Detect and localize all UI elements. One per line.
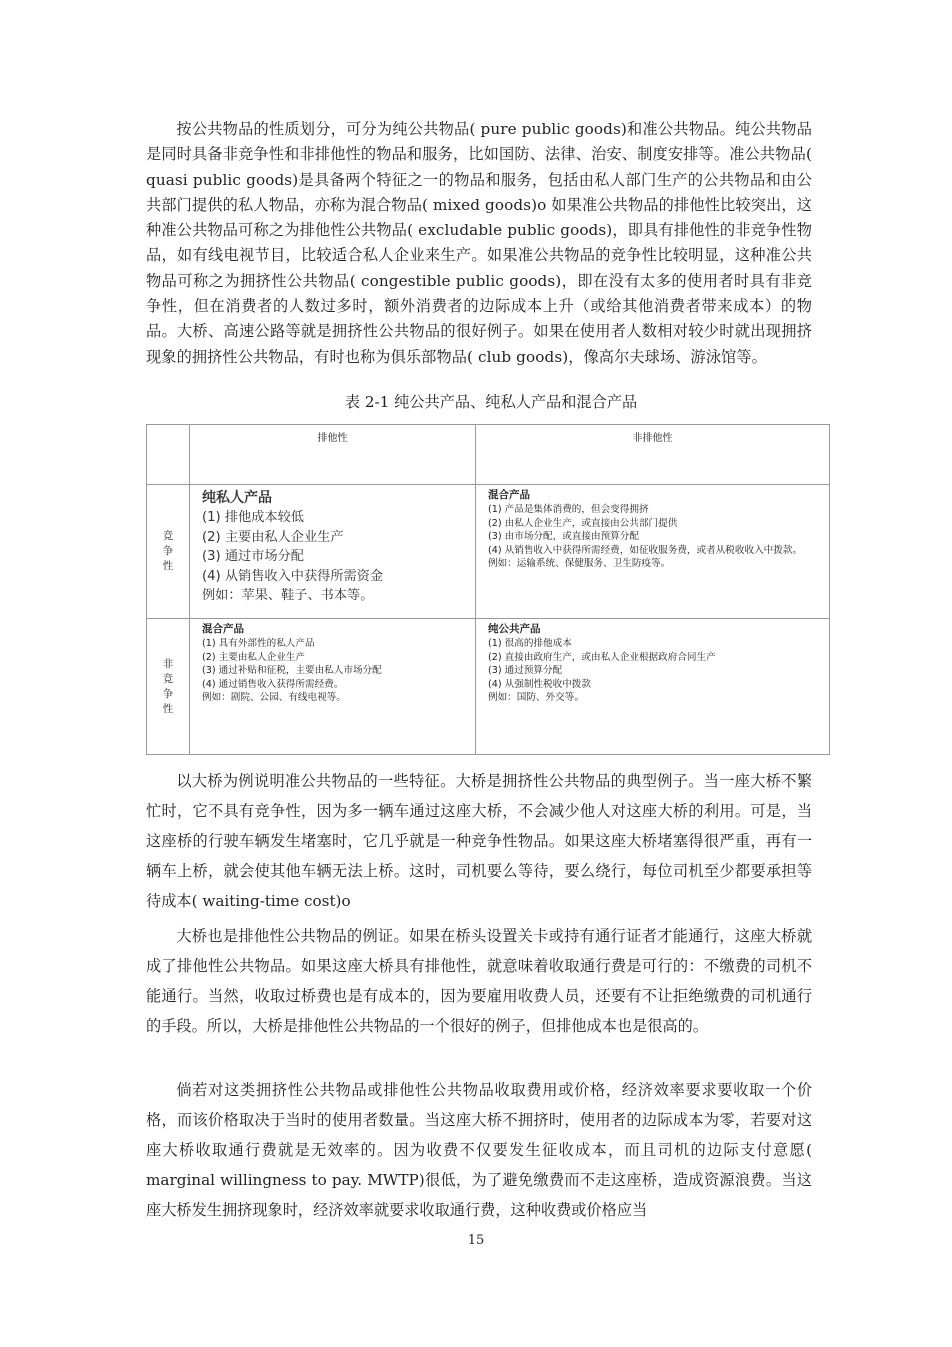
table-header-row <box>147 425 830 485</box>
cell-line: (1) 具有外部性的私人产品 <box>202 638 315 650</box>
row-header-char: 非 <box>162 657 174 670</box>
cell-line: (1) 产品是集体消费的，但会变得拥挤 <box>488 504 649 516</box>
cell-pure-private-goods <box>190 485 476 619</box>
row-header-char: 性 <box>162 560 174 572</box>
row-header-char: 竞 <box>162 672 174 685</box>
cell-example: 例如：苹果、鞋子、书本等。 <box>202 588 374 603</box>
table-corner-cell <box>147 425 190 485</box>
cell-title: 纯公共产品 <box>488 623 541 635</box>
cell-line: (1) 排他成本较低 <box>202 510 304 525</box>
cell-example: 例如：剧院、公园、有线电视等。 <box>202 692 346 704</box>
cell-title: 纯私人产品 <box>202 490 272 506</box>
cell-line: (1) 很高的排他成本 <box>488 638 572 650</box>
row-header-rival <box>147 485 190 619</box>
cell-line: (3) 通过预算分配 <box>488 665 563 677</box>
pricing-paragraph: 倘若对这类拥挤性公共物品或排他性公共物品收取费用或价格，经济效率要求要收取一个价格，而该价格取决于当时的使用者数量。当这座大桥不拥挤时，使用者的边际成本为零，若要对这座大桥收取通行费就是无效率的。因为收费不仅要发生征收成本，而且司机的边际支付意愿( marginal willingness to pay. MWTP)很低，为了避免缴费而不走这座桥，造成资源浪费。当这座大桥发生拥挤现象时，经济效率就要求收取通行费，这种收费或价格应当 <box>146 1081 812 1219</box>
row-header-char: 争 <box>162 545 174 557</box>
row-header-nonrival <box>147 619 190 755</box>
table-row-rival <box>147 485 830 619</box>
row-header-char: 性 <box>162 702 174 715</box>
cell-line: (2) 主要由私人企业生产 <box>202 529 344 545</box>
cell-line: (2) 主要由私人企业生产 <box>202 651 305 663</box>
cell-title: 混合产品 <box>488 489 530 501</box>
page-number: 15 <box>467 1233 485 1248</box>
cell-example: 例如：运输系统、保健服务、卫生防疫等。 <box>488 558 671 570</box>
bridge-excludable-paragraph: 大桥也是排他性公共物品的例证。如果在桥头设置关卡或持有通行证者才能通行，这座大桥就成了排他性公共物品。如果这座大桥具有排他性，就意味着收取通行费是可行的：不缴费的司机不能通行。当然，收取过桥费也是有成本的，因为要雇用收费人员，还要有不让拒绝缴费的司机通行的手段。所以，大桥是排他性公共物品的一个很好的例子，但排他成本也是很高的。 <box>146 927 812 1035</box>
cell-mixed-goods-rival <box>476 485 830 619</box>
col-header-excludable: 排他性 <box>190 425 476 485</box>
col-header-nonexcludable: 非排他性 <box>476 425 830 485</box>
cell-pure-public-goods <box>476 619 830 755</box>
row-header-char: 争 <box>162 687 174 700</box>
cell-line: (4) 从销售收入中获得所需资金 <box>202 568 384 584</box>
cell-line: (3) 通过市场分配 <box>202 549 304 564</box>
cell-line: (4) 从强制性税收中拨款 <box>488 678 591 690</box>
table-caption: 表 2-1 纯公共产品、纯私人产品和混合产品 <box>344 393 638 411</box>
cell-line: (2) 由私人企业生产，或直接由公共部门提供 <box>488 517 678 529</box>
row-header-char: 竞 <box>162 530 174 542</box>
cell-line: (4) 通过销售收入获得所需经费。 <box>202 678 344 690</box>
table-row-nonrival <box>147 619 830 755</box>
cell-line: (2) 直接由政府生产，或由私人企业根据政府合同生产 <box>488 651 716 663</box>
cell-line: (3) 通过补贴和征税，主要由私人市场分配 <box>202 665 382 677</box>
cell-title: 混合产品 <box>202 623 244 635</box>
intro-paragraph: 按公共物品的性质划分，可分为纯公共物品( pure public goods)和准公共物品。纯公共物品是同时具备非竞争性和非排他性的物品和服务，比如国防、法律、治安、制度安排等。准公共物品( quasi public goods)是具备两个特征之一的物品和服务，包括由私人部门生产的公共物品和由公共部门提供的私人物品，亦称为混合物品( mixed goods)o 如果准公共物品的排他性比较突出，这种准公共物品可称之为排他性公共物品( excludable public goods)，即具有排他性的非竞争性物品，如有线电视节目，比较适合私人企业来生产。如果准公共物品的竞争性比较明显，这种准公共物品可称之为拥挤性公共物品( congestible public goods)，即在没有太多的使用者时具有非竞争性，但在消费者的人数过多时，额外消费者的边际成本上升（或给其他消费者带来成本）的物品。大桥、高速公路等就是拥挤性公共物品的很好例子。如果在使用者人数相对较少时就出现拥挤现象的拥挤性公共物品，有时也称为俱乐部物品( club goods)，像高尔夫球场、游泳馆等。 <box>146 120 812 366</box>
cell-example: 例如：国防、外交等。 <box>488 692 584 704</box>
goods-classification-table <box>146 424 830 755</box>
cell-mixed-goods-nonrival <box>190 619 476 755</box>
cell-line: (4) 从销售收入中获得所需经费，如征收服务费，或者从税收收入中拨款。 <box>488 544 803 556</box>
cell-line: (3) 由市场分配，或直接由预算分配 <box>488 531 639 543</box>
bridge-congestion-paragraph: 以大桥为例说明准公共物品的一些特征。大桥是拥挤性公共物品的典型例子。当一座大桥不繁忙时，它不具有竞争性，因为多一辆车通过这座大桥，不会减少他人对这座大桥的利用。可是，当这座桥的行驶车辆发生堵塞时，它几乎就是一种竞争性物品。如果这座大桥堵塞得很严重，再有一辆车上桥，就会使其他车辆无法上桥。这时，司机要么等待，要么绕行，每位司机至少都要承担等待成本( waiting-time cost)o <box>146 772 812 910</box>
